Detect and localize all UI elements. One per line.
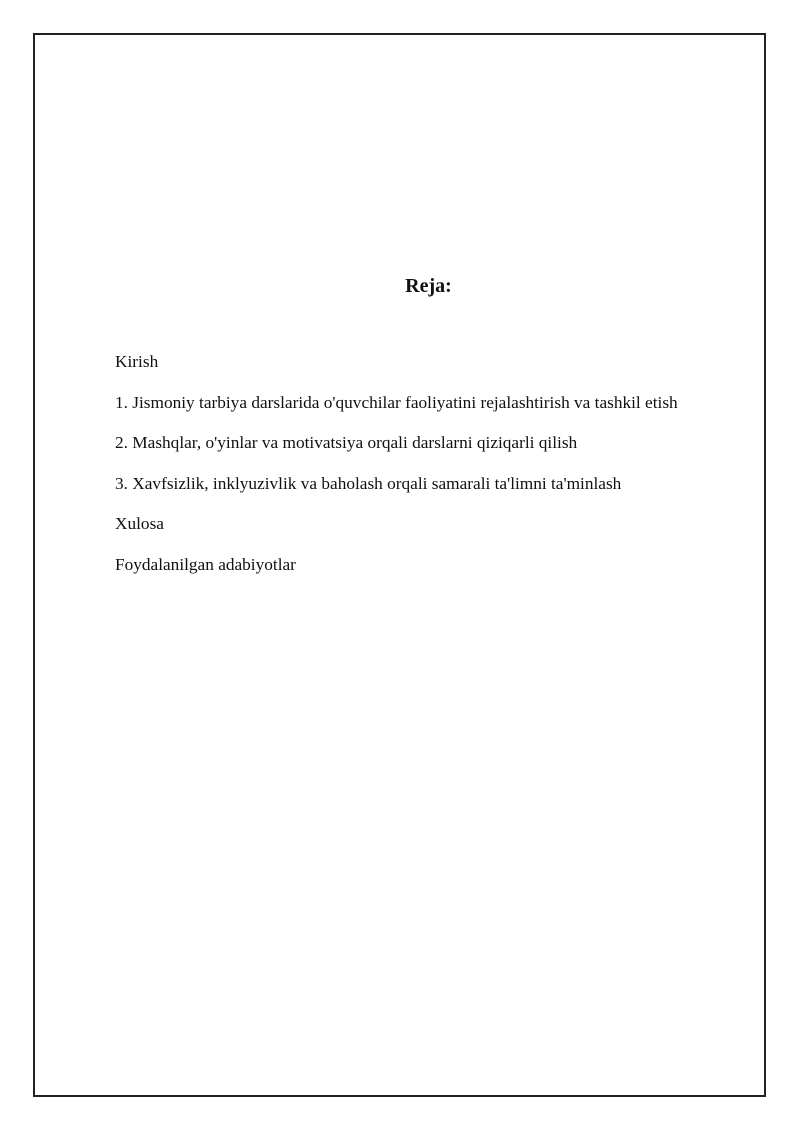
table-of-contents [115,350,678,594]
page-title: Reja: [405,275,452,297]
toc-item-2: 2. Mashqlar, o'yinlar va motivatsiya orqali darslarni qiziqarli qilish [115,433,578,453]
toc-item-conclusion: Xulosa [115,514,164,534]
toc-item-1: 1. Jismoniy tarbiya darslarida o'quvchilar faoliyatini rejalashtirish va tashkil etish [115,392,678,412]
toc-item-intro: Kirish [115,352,159,371]
toc-item-3: 3. Xavfsizlik, inklyuzivlik va baholash orqali samarali ta'limni ta'minlash [115,473,622,493]
toc-item-references: Foydalanilgan adabiyotlar [115,554,296,574]
